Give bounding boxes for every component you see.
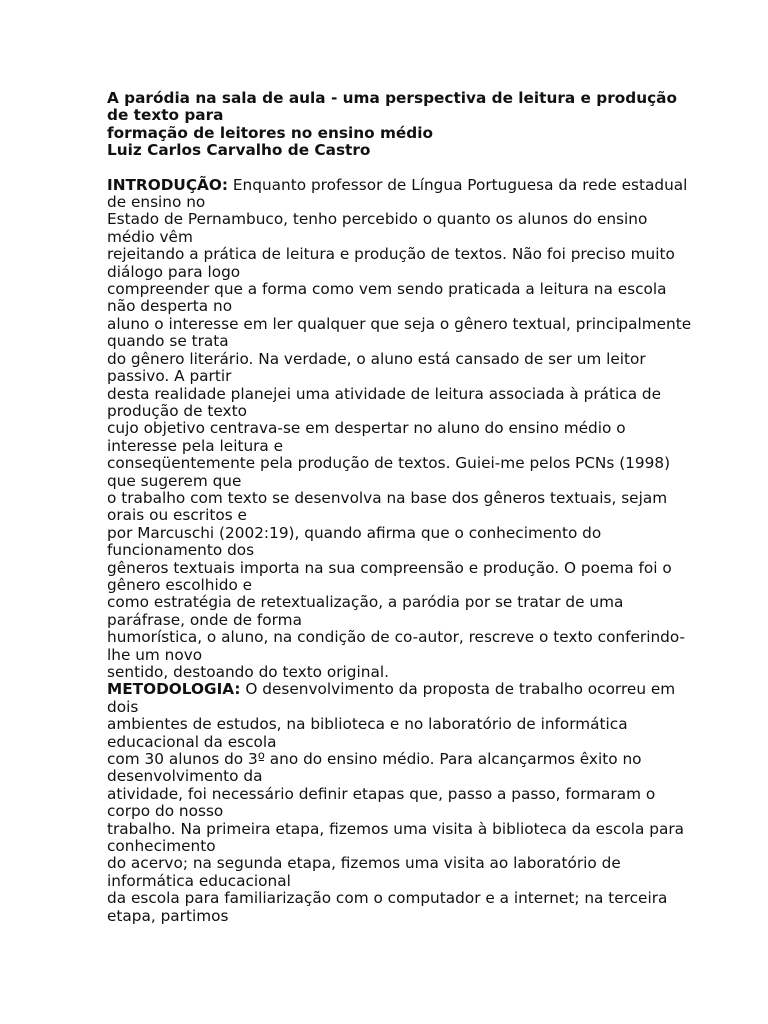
intro-text-line: diálogo para logo: [107, 262, 241, 281]
method-text-line: atividade, foi necessário definir etapas que, passo a passo, formaram o: [107, 784, 656, 803]
intro-label: INTRODUÇÃO:: [107, 175, 229, 194]
intro-text-line: Estado de Pernambuco, tenho percebido o quanto os alunos do ensino: [107, 210, 648, 229]
intro-text-line: gêneros textuais importa na sua compreensão e produção. O poema foi o: [107, 558, 672, 577]
method-text-line: corpo do nosso: [107, 802, 224, 821]
intro-text-line: paráfrase, onde de forma: [107, 610, 302, 629]
intro-text-line: produção de texto: [107, 401, 247, 420]
intro-text-line: como estratégia de retextualização, a paródia por se tratar de uma: [107, 593, 624, 612]
method-text-line: da escola para familiarização com o computador e a internet; na terceira: [107, 889, 668, 908]
intro-text-line: humorística, o aluno, na condição de co-autor, rescreve o texto conferindo-: [107, 628, 686, 647]
method-text-line: educacional da escola: [107, 732, 277, 751]
method-text-line: com 30 alunos do 3º ano do ensino médio. Para alcançarmos êxito no: [107, 750, 642, 769]
method-text-line: desenvolvimento da: [107, 767, 263, 786]
method-text-line: etapa, partimos: [107, 906, 229, 925]
intro-text-line: funcionamento dos: [107, 541, 255, 560]
intro-text-line: orais ou escritos e: [107, 506, 247, 525]
intro-first-line: [107, 175, 688, 194]
intro-text-line: do gênero literário. Na verdade, o aluno está cansado de ser um leitor: [107, 349, 646, 368]
title-line: formação de leitores no ensino médio: [107, 123, 433, 142]
method-text-line: conhecimento: [107, 837, 216, 856]
intro-text-line: rejeitando a prática de leitura e produção de textos. Não foi preciso muito: [107, 245, 675, 264]
method-text-line: do acervo; na segunda etapa, fizemos uma visita ao laboratório de: [107, 854, 621, 873]
spacer: [107, 160, 667, 177]
methodology-section: [107, 680, 685, 925]
intro-text-line: de ensino no: [107, 193, 206, 212]
intro-text-line: passivo. A partir: [107, 367, 232, 386]
intro-body: [107, 193, 692, 681]
intro-text-line: interesse pela leitura e: [107, 436, 284, 455]
method-first-text: O desenvolvimento da proposta de trabalho ocorreu em: [240, 680, 676, 699]
intro-text-line: não desperta no: [107, 297, 233, 316]
method-body: [107, 697, 685, 925]
document-page: [107, 89, 692, 925]
intro-text-line: o trabalho com texto se desenvolva na base dos gêneros textuais, sejam: [107, 488, 668, 507]
introduction-section: [107, 175, 692, 682]
title-line: de texto para: [107, 106, 224, 125]
method-first-line: [107, 680, 676, 699]
title-block: [107, 89, 677, 160]
intro-text-line: conseqüentemente pela produção de textos. Guiei-me pelos PCNs (1998): [107, 454, 671, 473]
intro-text-line: lhe um novo: [107, 645, 203, 664]
title-line: A paródia na sala de aula - uma perspectiva de leitura e produção: [107, 89, 677, 107]
intro-text-line: quando se trata: [107, 332, 229, 351]
intro-text-line: que sugerem que: [107, 471, 242, 490]
intro-text-line: compreender que a forma como vem sendo praticada a leitura na escola: [107, 280, 667, 299]
intro-text-line: por Marcuschi (2002:19), quando afirma que o conhecimento do: [107, 523, 602, 542]
method-text-line: trabalho. Na primeira etapa, fizemos uma visita à biblioteca da escola para: [107, 819, 685, 838]
intro-text-line: cujo objetivo centrava-se em despertar no aluno do ensino médio o: [107, 419, 626, 438]
method-label: METODOLOGIA:: [107, 680, 241, 699]
intro-text-line: aluno o interesse em ler qualquer que seja o gênero textual, principalmente: [107, 314, 692, 333]
intro-text-line: gênero escolhido e: [107, 575, 253, 594]
intro-text-line: médio vêm: [107, 227, 193, 246]
author-name: Luiz Carlos Carvalho de Castro: [107, 141, 371, 160]
method-text-line: informática educacional: [107, 871, 291, 890]
method-text-line: ambientes de estudos, na biblioteca e no laboratório de informática: [107, 715, 628, 734]
intro-text-line: desta realidade planejei uma atividade de leitura associada à prática de: [107, 384, 662, 403]
intro-first-text: Enquanto professor de Língua Portuguesa da rede estadual: [228, 175, 688, 194]
method-text-line: dois: [107, 697, 139, 716]
intro-text-line: sentido, destoando do texto original.: [107, 663, 389, 681]
